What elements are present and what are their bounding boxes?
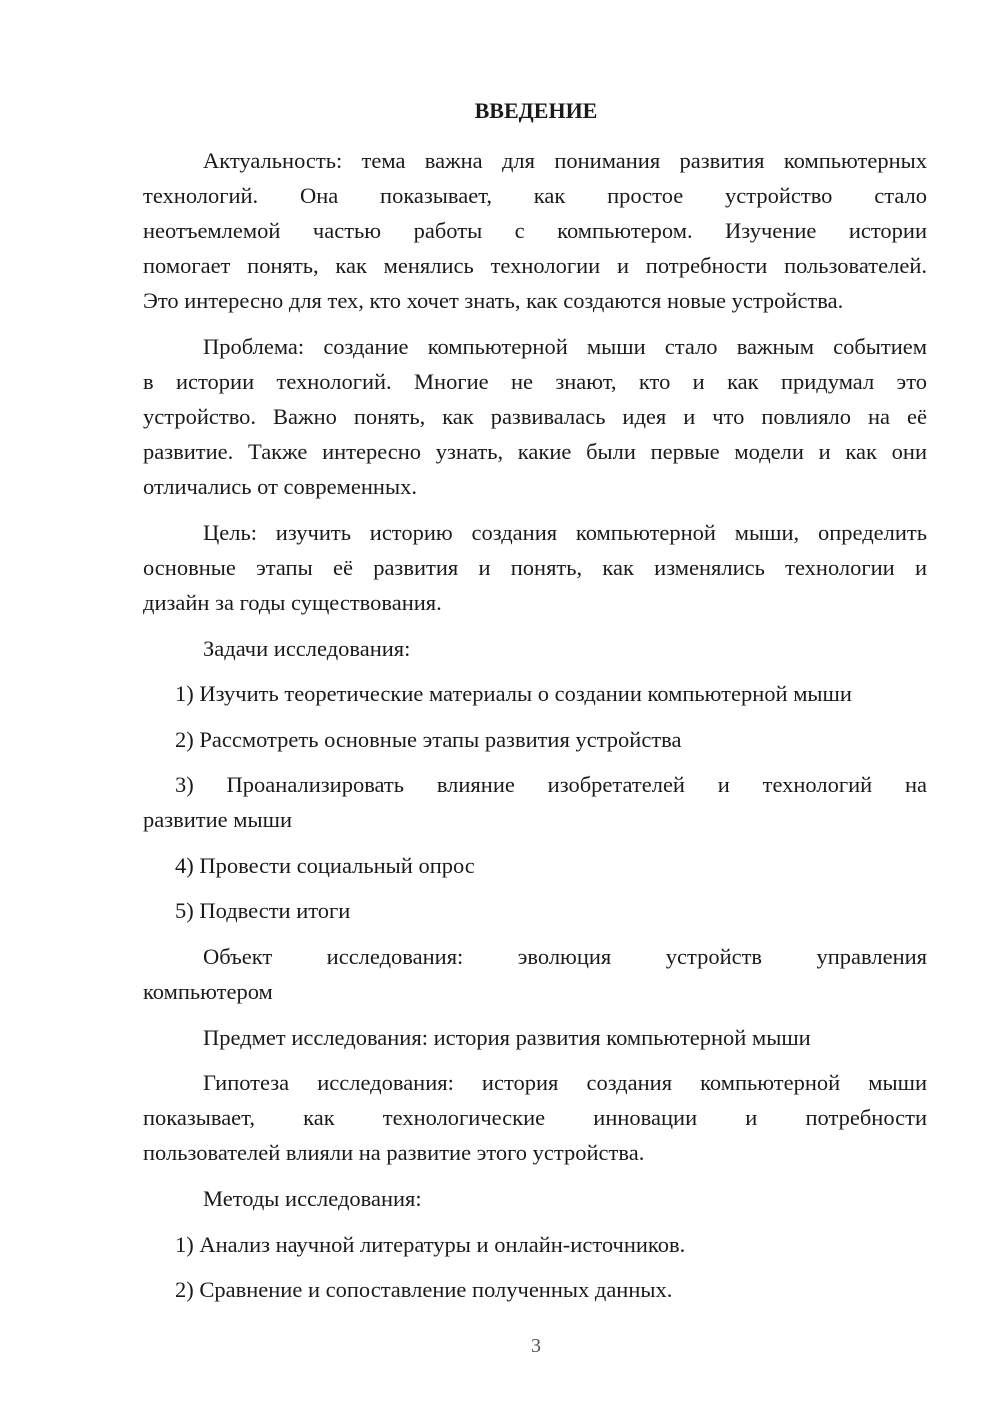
tasks-heading: Задачи исследования: — [203, 636, 411, 661]
text-line: Проблема: создание компьютерной мыши стало важным событием — [203, 334, 927, 359]
list-item: 3) Проанализировать влияние изобретателей и технологий на — [175, 772, 927, 797]
text-line: Цель: изучить историю создания компьютерной мыши, определить — [203, 520, 927, 545]
list-item: 1) Анализ научной литературы и онлайн-источников. — [175, 1232, 686, 1257]
list-item-continuation: развитие мыши — [143, 807, 292, 832]
text-line: Объект исследования: эволюция устройств управления — [203, 944, 927, 969]
text-line: Это интересно для тех, кто хочет знать, как создаются новые устройства. — [143, 288, 844, 313]
text-line: показывает, как технологические инновации и потребности — [143, 1105, 927, 1130]
list-item: 1) Изучить теоретические материалы о создании компьютерной мыши — [175, 681, 852, 706]
page-title: ВВЕДЕНИЕ — [474, 98, 598, 123]
text-line: дизайн за годы существования. — [143, 590, 442, 615]
list-item: 5) Подвести итоги — [175, 898, 351, 923]
text-line: развитие. Также интересно узнать, какие были первые модели и как они — [143, 439, 927, 464]
page-number: 3 — [531, 1335, 541, 1357]
text-line: устройство. Важно понять, как развивалась идея и что повлияло на её — [143, 404, 927, 429]
text-line: компьютером — [143, 979, 273, 1004]
list-item: 4) Провести социальный опрос — [175, 853, 475, 878]
text-line: неотъемлемой частью работы с компьютером. Изучение истории — [143, 218, 927, 243]
text-line: Гипотеза исследования: история создания компьютерной мыши — [203, 1070, 927, 1095]
text-line: помогает понять, как менялись технологии и потребности пользователей. — [143, 253, 927, 278]
list-item: 2) Рассмотреть основные этапы развития устройства — [175, 727, 682, 752]
text-line: пользователей влияли на развитие этого устройства. — [143, 1140, 645, 1165]
text-line: Актуальность: тема важна для понимания развития компьютерных — [203, 148, 927, 173]
subject-paragraph: Предмет исследования: история развития компьютерной мыши — [203, 1025, 811, 1050]
text-line: отличались от современных. — [143, 474, 417, 499]
text-line: в истории технологий. Многие не знают, кто и как придумал это — [143, 369, 927, 394]
text-line: основные этапы её развития и понять, как изменялись технологии и — [143, 555, 927, 580]
text-line: технологий. Она показывает, как простое устройство стало — [143, 183, 927, 208]
list-item: 2) Сравнение и сопоставление полученных данных. — [175, 1277, 673, 1302]
methods-heading: Методы исследования: — [203, 1186, 422, 1211]
